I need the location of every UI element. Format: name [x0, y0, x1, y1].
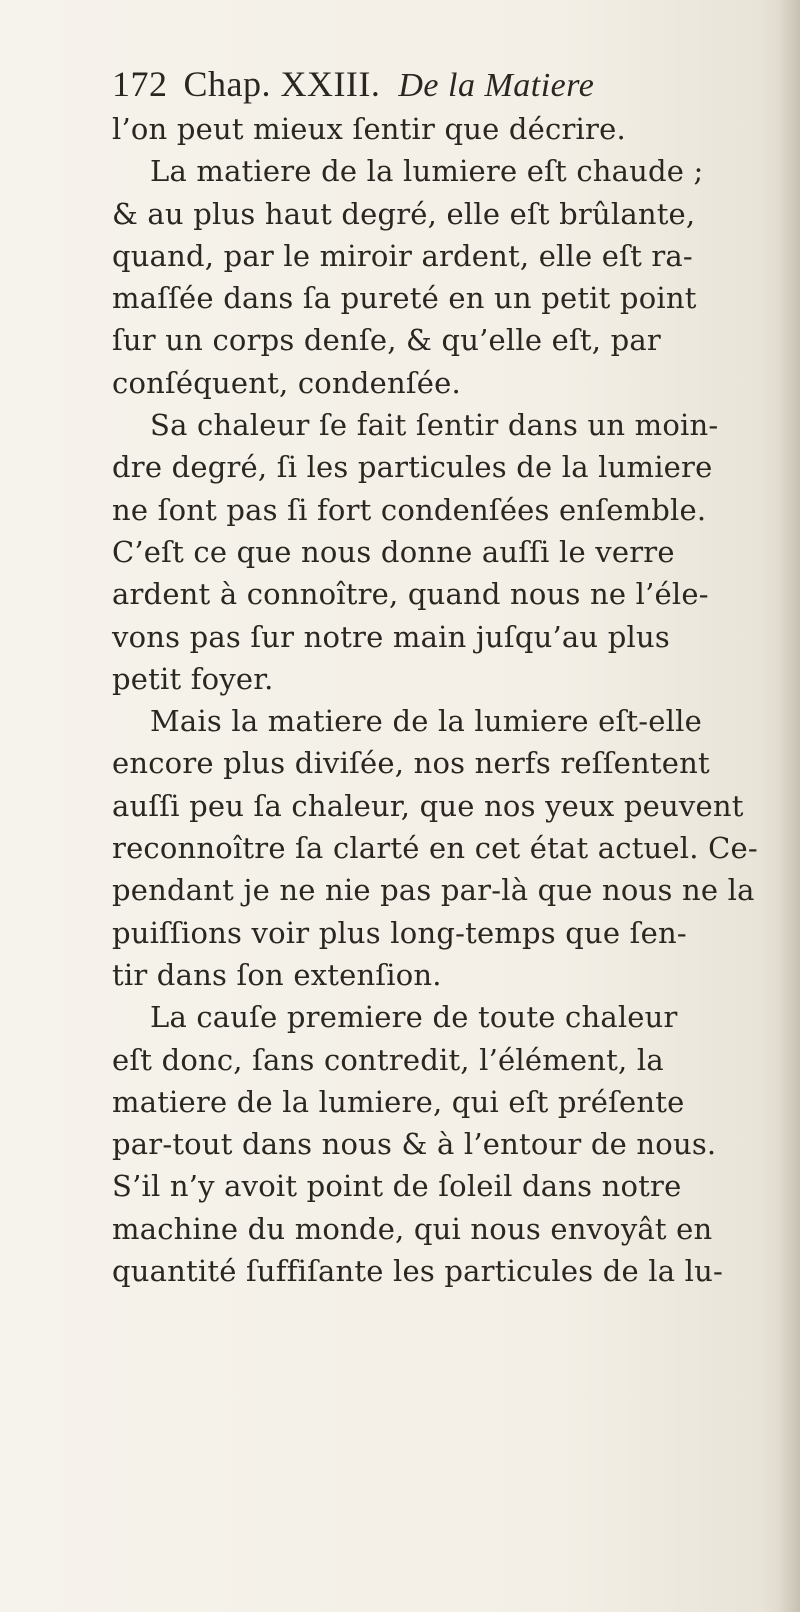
text-line: ardent à connoître, quand nous ne l’éle-	[112, 577, 709, 612]
text-block	[112, 62, 784, 1292]
page-number: 172	[112, 64, 168, 104]
text-line: Sa chaleur ſe fait ſentir dans un moin-	[150, 408, 719, 443]
text-line: pendant je ne nie pas par-là que nous ne la	[112, 873, 755, 908]
text-line: tir dans ſon extenſion.	[112, 957, 442, 992]
chapter-heading: Chap. XXIII.	[183, 64, 381, 104]
text-line: vons pas ſur notre main juſqu’au plus	[112, 619, 670, 654]
text-line: conſéquent, condenſée.	[112, 365, 461, 400]
text-line: l’on peut mieux ſentir que décrire.	[112, 112, 626, 146]
text-line: ſur un corps denſe, & qu’elle eſt, par	[112, 323, 661, 358]
text-line: C’eſt ce que nous donne auſſi le verre	[112, 534, 675, 569]
text-line: La cauſe premiere de toute chaleur	[150, 1000, 678, 1035]
text-line: petit foyer.	[112, 661, 274, 696]
text-line: reconnoître ſa clarté en cet état actuel. Ce-	[112, 831, 758, 866]
text-line: La matiere de la lumiere eſt chaude ;	[150, 154, 704, 189]
text-line: matiere de la lumiere, qui eſt préſente	[112, 1084, 685, 1119]
text-line: quantité ſuffiſante les particules de la lu-	[112, 1254, 723, 1289]
text-line: machine du monde, qui nous envoyât en	[112, 1211, 713, 1246]
text-line: encore plus diviſée, nos nerfs reſſentent	[112, 746, 710, 781]
text-line: maſſée dans ſa pureté en un petit point	[112, 281, 697, 316]
text-line: Mais la matiere de la lumiere eſt-elle	[150, 704, 702, 739]
text-line: dre degré, ſi les particules de la lumiere	[112, 450, 713, 485]
text-line: S’il n’y avoit point de ſoleil dans notre	[112, 1169, 682, 1204]
chapter-title: De la Matiere	[398, 67, 595, 104]
text-line: puiſſions voir plus long-temps que ſen-	[112, 915, 687, 950]
running-head	[112, 62, 784, 108]
text-line: auſſi peu ſa chaleur, que nos yeux peuvent	[112, 788, 744, 823]
text-line: ne ſont pas ſi fort condenſées enſemble.	[112, 492, 707, 527]
text-line: & au plus haut degré, elle eſt brûlante,	[112, 196, 696, 231]
text-line: eſt donc, ſans contredit, l’élément, la	[112, 1042, 664, 1077]
text-line: quand, par le miroir ardent, elle eſt ra-	[112, 238, 693, 273]
text-line: par-tout dans nous & à l’entour de nous.	[112, 1127, 717, 1162]
